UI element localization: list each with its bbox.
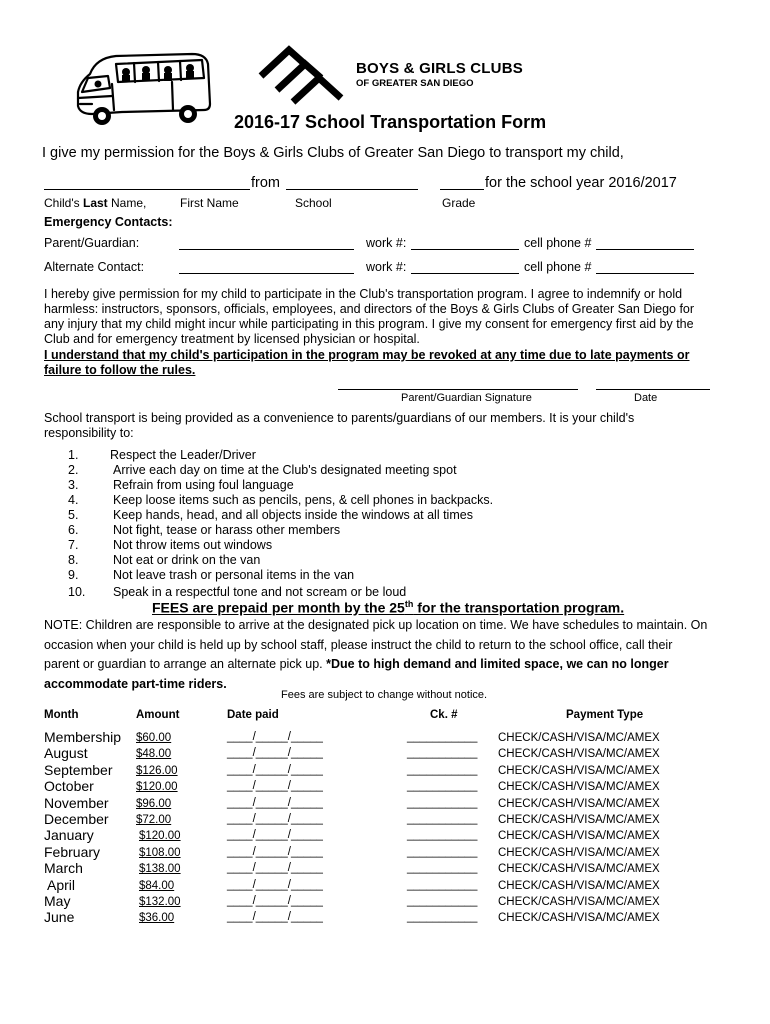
fee-month: Membership bbox=[44, 729, 122, 745]
school-year-label: for the school year 2016/2017 bbox=[485, 175, 677, 191]
fee-amount: $108.00 bbox=[139, 846, 181, 859]
signature-blank[interactable] bbox=[338, 389, 578, 390]
rule-text: Not fight, tease or harass other members bbox=[113, 523, 341, 537]
check-number-blank[interactable]: ___________ bbox=[407, 796, 478, 809]
rule-text: Keep loose items such as pencils, pens, & cell phones in backpacks. bbox=[113, 493, 494, 507]
child-last-name-label: Child's Last Name, bbox=[44, 196, 147, 210]
payment-type-options[interactable]: CHECK/CASH/VISA/MC/AMEX bbox=[498, 912, 660, 925]
date-paid-blank[interactable]: ____/_____/_____ bbox=[227, 878, 323, 891]
fee-amount: $36.00 bbox=[139, 912, 175, 925]
note-paragraph: NOTE: Children are responsible to arrive at the designated pick up location on time. We have schedules to maintain. On occasion when your child is held up by school staff, please instruct the child to return to the school office, call their parent or guardian to arrange an alternate pick up. *Due to high demand and limited space, we can no longer accommodate part-time riders. bbox=[44, 618, 708, 691]
payment-type-options[interactable]: CHECK/CASH/VISA/MC/AMEX bbox=[498, 863, 660, 876]
fee-month: January bbox=[44, 827, 94, 844]
fee-amount: $84.00 bbox=[139, 879, 175, 892]
payment-type-options[interactable]: CHECK/CASH/VISA/MC/AMEX bbox=[498, 748, 660, 761]
parent-guardian-blank[interactable] bbox=[179, 249, 354, 250]
rule-text: Not eat or drink on the van bbox=[113, 553, 261, 567]
rule-number: 7. bbox=[68, 538, 79, 552]
rule-number: 3. bbox=[68, 478, 79, 492]
parent-work-label: work #: bbox=[366, 236, 407, 250]
check-number-blank[interactable]: ___________ bbox=[407, 747, 478, 760]
date-label: Date bbox=[634, 392, 658, 404]
rule-number: 5. bbox=[68, 508, 79, 522]
fee-month: June bbox=[44, 909, 75, 926]
date-paid-blank[interactable]: ____/_____/_____ bbox=[227, 862, 323, 875]
rule-text: Not throw items out windows bbox=[113, 538, 273, 552]
check-number-blank[interactable]: ___________ bbox=[407, 878, 478, 891]
check-number-blank[interactable]: ___________ bbox=[407, 731, 478, 743]
payment-type-options[interactable]: CHECK/CASH/VISA/MC/AMEX bbox=[498, 814, 660, 826]
fee-month: March bbox=[44, 860, 83, 877]
col-header-month: Month bbox=[44, 709, 79, 721]
permission-line: I give my permission for the Boys & Girls Clubs of Greater San Diego to transport my child, bbox=[42, 145, 624, 161]
responsibility-intro: School transport is being provided as a convenience to parents/guardians of our members. It is your child's responsibility to: bbox=[44, 411, 635, 440]
check-number-blank[interactable]: ___________ bbox=[407, 895, 478, 907]
fees-notice: Fees are subject to change without notice. bbox=[281, 689, 488, 701]
grade-blank[interactable] bbox=[440, 189, 484, 190]
rule-number: 1. bbox=[68, 448, 79, 462]
part-time-notice: *Due to high demand and limited space, we can no longer accommodate part-time riders. bbox=[44, 657, 669, 691]
date-paid-blank[interactable]: ____/_____/_____ bbox=[227, 796, 323, 809]
col-header-date-paid: Date paid bbox=[227, 709, 279, 721]
check-number-blank[interactable]: ___________ bbox=[407, 845, 478, 858]
check-number-blank[interactable]: ___________ bbox=[407, 911, 478, 924]
alternate-cell-label: cell phone # bbox=[524, 260, 592, 274]
rule-number: 6. bbox=[68, 523, 79, 537]
fee-amount: $48.00 bbox=[136, 748, 172, 761]
parent-work-blank[interactable] bbox=[411, 249, 519, 250]
rule-text: Speak in a respectful tone and not scream or be loud bbox=[113, 585, 407, 599]
fee-month: August bbox=[44, 745, 88, 762]
first-name-label: First Name bbox=[180, 196, 239, 210]
rule-number: 2. bbox=[68, 463, 79, 477]
payment-type-options[interactable]: CHECK/CASH/VISA/MC/AMEX bbox=[498, 846, 660, 859]
check-number-blank[interactable]: ___________ bbox=[407, 813, 478, 825]
payment-type-options[interactable]: CHECK/CASH/VISA/MC/AMEX bbox=[498, 797, 660, 810]
fee-month: October bbox=[44, 778, 94, 795]
fee-month: February bbox=[44, 843, 101, 860]
date-paid-blank[interactable]: ____/_____/_____ bbox=[227, 829, 323, 842]
payment-type-options[interactable]: CHECK/CASH/VISA/MC/AMEX bbox=[498, 764, 660, 777]
col-header-payment-type: Payment Type bbox=[566, 709, 644, 721]
from-label: from bbox=[251, 175, 280, 191]
rule-text: Not leave trash or personal items in the van bbox=[113, 568, 355, 582]
col-header-check-number: Ck. # bbox=[430, 709, 458, 721]
parent-cell-label: cell phone # bbox=[524, 236, 592, 250]
alternate-cell-blank[interactable] bbox=[596, 273, 694, 274]
rule-number: 8. bbox=[68, 553, 79, 567]
revoke-statement: I understand that my child's participation in the program may be revoked at any time due to late payments or failure to follow the rules. bbox=[44, 348, 690, 377]
date-paid-blank[interactable]: ____/_____/_____ bbox=[227, 813, 323, 825]
van-illustration bbox=[72, 48, 217, 133]
alternate-work-blank[interactable] bbox=[411, 273, 519, 274]
fee-month: September bbox=[44, 761, 113, 778]
fee-amount: $120.00 bbox=[136, 781, 178, 794]
date-paid-blank[interactable]: ____/_____/_____ bbox=[227, 845, 323, 858]
logo-line-2: OF GREATER SAN DIEGO bbox=[356, 78, 474, 89]
date-paid-blank[interactable]: ____/_____/_____ bbox=[227, 780, 323, 793]
fee-amount: $138.00 bbox=[139, 863, 181, 876]
fee-amount: $96.00 bbox=[136, 797, 172, 810]
rule-number: 10. bbox=[68, 585, 86, 599]
payment-type-options[interactable]: CHECK/CASH/VISA/MC/AMEX bbox=[498, 781, 660, 794]
grade-label: Grade bbox=[442, 196, 476, 210]
fee-amount: $120.00 bbox=[139, 830, 181, 843]
bgc-logo-mark bbox=[255, 44, 347, 106]
fee-amount: $126.00 bbox=[136, 764, 178, 777]
fee-month: April bbox=[47, 876, 76, 893]
school-blank[interactable] bbox=[286, 189, 418, 190]
parent-cell-blank[interactable] bbox=[596, 249, 694, 250]
col-header-amount: Amount bbox=[136, 709, 180, 721]
date-paid-blank[interactable]: ____/_____/_____ bbox=[227, 731, 323, 743]
check-number-blank[interactable]: ___________ bbox=[407, 862, 478, 875]
check-number-blank[interactable]: ___________ bbox=[407, 763, 478, 776]
fee-amount: $60.00 bbox=[136, 732, 172, 744]
rule-text: Respect the Leader/Driver bbox=[110, 448, 256, 462]
payment-type-options[interactable]: CHECK/CASH/VISA/MC/AMEX bbox=[498, 830, 660, 843]
check-number-blank[interactable]: ___________ bbox=[407, 780, 478, 793]
check-number-blank[interactable]: ___________ bbox=[407, 829, 478, 842]
rule-text: Arrive each day on time at the Club's designated meeting spot bbox=[113, 463, 457, 477]
fee-month: November bbox=[44, 794, 109, 811]
rule-text: Keep hands, head, and all objects inside the windows at all times bbox=[113, 508, 473, 522]
school-label: School bbox=[295, 196, 332, 210]
fee-amount: $72.00 bbox=[136, 814, 172, 826]
date-paid-blank[interactable]: ____/_____/_____ bbox=[227, 747, 323, 760]
date-paid-blank[interactable]: ____/_____/_____ bbox=[227, 895, 323, 907]
alternate-contact-blank[interactable] bbox=[179, 273, 354, 274]
fee-amount: $132.00 bbox=[139, 896, 181, 908]
alternate-work-label: work #: bbox=[366, 260, 407, 274]
alternate-contact-label: Alternate Contact: bbox=[44, 260, 145, 274]
signature-label: Parent/Guardian Signature bbox=[401, 392, 532, 404]
emergency-heading: Emergency Contacts: bbox=[44, 215, 173, 229]
fee-month: December bbox=[44, 811, 109, 827]
rule-text: Refrain from using foul language bbox=[113, 478, 294, 492]
logo-line-1: BOYS & GIRLS CLUBS bbox=[356, 60, 523, 77]
payment-type-options[interactable]: CHECK/CASH/VISA/MC/AMEX bbox=[498, 879, 660, 892]
agreement-paragraph: I hereby give permission for my child to participate in the Club's transportation program. I agree to indemnify or hold harmless: instructors, sponsors, officials, employees, and directors of the Boys & Girls Clubs of Greater San Diego for any injury that my child might incur while participating in this program. I give my consent for emergency first aid by the Club and for emergency treatment by licensed physician or hospital. bbox=[44, 287, 695, 346]
fees-heading: FEES are prepaid per month by the 25th for the transportation program. bbox=[152, 599, 625, 616]
payment-type-options[interactable]: CHECK/CASH/VISA/MC/AMEX bbox=[498, 896, 660, 908]
form-title: 2016-17 School Transportation Form bbox=[234, 112, 547, 132]
fee-month: May bbox=[44, 893, 71, 909]
parent-guardian-label: Parent/Guardian: bbox=[44, 236, 140, 250]
rule-number: 9. bbox=[68, 568, 79, 582]
date-paid-blank[interactable]: ____/_____/_____ bbox=[227, 911, 323, 924]
child-name-blank[interactable] bbox=[44, 189, 250, 190]
rule-number: 4. bbox=[68, 493, 79, 507]
date-blank[interactable] bbox=[596, 389, 710, 390]
payment-type-options[interactable]: CHECK/CASH/VISA/MC/AMEX bbox=[498, 732, 660, 744]
date-paid-blank[interactable]: ____/_____/_____ bbox=[227, 763, 323, 776]
